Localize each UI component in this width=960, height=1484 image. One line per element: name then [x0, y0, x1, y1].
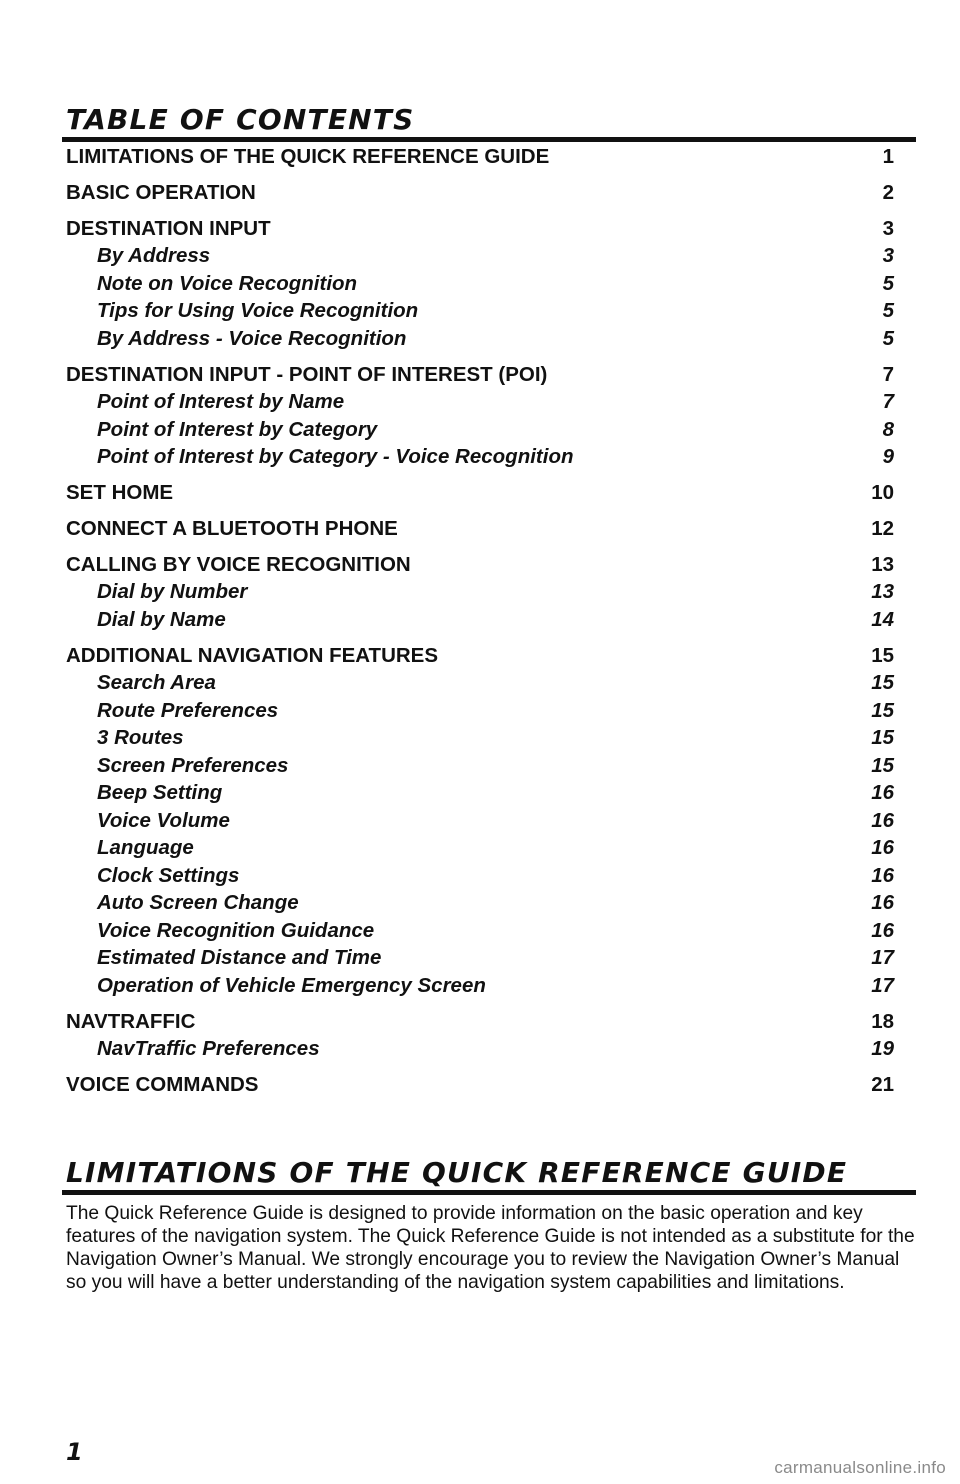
toc-entry-title: BASIC OPERATION — [66, 180, 256, 204]
toc-entry-page: 15 — [871, 698, 894, 722]
toc-subsection-entry — [66, 606, 894, 634]
limitations-body: The Quick Reference Guide is designed to provide information on the basic operation and key features of the navigation system. The Quick Reference Guide is not intended as a substitute for the Navigation Owner’s Manual. We strongly encourage you to review the Navigation Owner’s Manual so you will have a better understanding of the navigation system capabilities and limitations. — [66, 1203, 915, 1293]
limitations-heading-rule — [62, 1190, 916, 1195]
toc-entry-page: 17 — [871, 946, 894, 970]
toc-entry-page: 16 — [871, 891, 894, 915]
toc-entry-title: CALLING BY VOICE RECOGNITION — [66, 552, 411, 576]
toc-entry-title: CONNECT A BLUETOOTH PHONE — [66, 516, 398, 540]
toc-entry-page: 17 — [871, 973, 894, 997]
toc-entry-title: Dial by Name — [97, 607, 226, 631]
toc-entry-page: 15 — [871, 671, 894, 695]
toc-entry-page: 15 — [871, 726, 894, 750]
toc-entry-title: NavTraffic Preferences — [97, 1037, 320, 1061]
toc-entry-title: Auto Screen Change — [97, 891, 299, 915]
toc-entry-title: Estimated Distance and Time — [97, 946, 382, 970]
toc-entry-page: 8 — [882, 417, 894, 441]
toc-entry-page: 7 — [882, 390, 894, 414]
toc-entry-title: ADDITIONAL NAVIGATION FEATURES — [66, 643, 439, 667]
toc-entry-title: DESTINATION INPUT - POINT OF INTEREST (POI) — [66, 362, 548, 386]
toc-section-entry — [66, 551, 894, 579]
toc-list — [66, 143, 894, 1099]
toc-section-entry — [66, 361, 894, 389]
toc-subsection-entry — [66, 752, 894, 780]
toc-subsection-entry — [66, 242, 894, 270]
toc-subsection-entry — [66, 972, 894, 1000]
toc-subsection-entry — [66, 578, 894, 606]
toc-subsection-entry — [66, 697, 894, 725]
toc-subsection-entry — [66, 388, 894, 416]
toc-entry-page: 13 — [871, 552, 894, 576]
toc-entry-page: 15 — [871, 643, 894, 667]
toc-entry-page: 21 — [871, 1073, 894, 1097]
limitations-heading: LIMITATIONS OF THE QUICK REFERENCE GUIDE — [66, 1156, 848, 1189]
page-number: 1 — [66, 1438, 83, 1466]
toc-heading-rule — [62, 137, 916, 142]
toc-entry-page: 19 — [871, 1037, 894, 1061]
toc-entry-page: 14 — [871, 607, 894, 631]
toc-entry-title: VOICE COMMANDS — [66, 1073, 259, 1097]
toc-entry-title: Point of Interest by Name — [97, 390, 345, 414]
toc-entry-page: 10 — [871, 481, 894, 505]
toc-section-entry — [66, 479, 894, 507]
toc-entry-title: Point of Interest by Category — [97, 417, 378, 441]
toc-section-entry — [66, 215, 894, 243]
toc-entry-title: By Address — [97, 244, 211, 268]
toc-entry-title: Search Area — [97, 671, 216, 695]
toc-entry-page: 3 — [882, 244, 894, 268]
toc-entry-title: Tips for Using Voice Recognition — [97, 299, 419, 323]
toc-entry-title: Screen Preferences — [97, 753, 289, 777]
toc-entry-title: Route Preferences — [97, 698, 279, 722]
toc-subsection-entry — [66, 779, 894, 807]
toc-subsection-entry — [66, 834, 894, 862]
toc-entry-page: 12 — [871, 516, 894, 540]
toc-entry-page: 1 — [882, 145, 894, 168]
toc-section-entry — [66, 143, 894, 171]
toc-entry-page: 3 — [882, 216, 894, 240]
toc-entry-page: 16 — [871, 808, 894, 832]
toc-subsection-entry — [66, 416, 894, 444]
toc-entry-page: 13 — [871, 580, 894, 604]
watermark: carmanualsonline.info — [774, 1458, 946, 1477]
toc-entry-title: SET HOME — [66, 481, 174, 505]
toc-subsection-entry — [66, 862, 894, 890]
toc-entry-title: Language — [97, 836, 194, 860]
toc-subsection-entry — [66, 944, 894, 972]
toc-entry-page: 16 — [871, 863, 894, 887]
toc-subsection-entry — [66, 297, 894, 325]
toc-entry-page: 9 — [882, 445, 894, 469]
toc-entry-title: Dial by Number — [97, 580, 248, 604]
toc-entry-page: 16 — [871, 836, 894, 860]
toc-subsection-entry — [66, 917, 894, 945]
toc-entry-title: LIMITATIONS OF THE QUICK REFERENCE GUIDE — [66, 145, 550, 168]
toc-entry-page: 5 — [882, 299, 894, 323]
toc-entry-page: 2 — [882, 180, 894, 204]
toc-section-entry — [66, 642, 894, 670]
toc-entry-title: DESTINATION INPUT — [66, 216, 271, 240]
toc-entry-title: 3 Routes — [97, 726, 184, 750]
toc-section-entry — [66, 179, 894, 207]
toc-section-entry — [66, 1008, 894, 1036]
toc-entry-title: Clock Settings — [97, 863, 240, 887]
toc-entry-page: 7 — [882, 362, 894, 386]
toc-section-entry — [66, 1071, 894, 1099]
toc-subsection-entry — [66, 270, 894, 298]
toc-entry-title: By Address - Voice Recognition — [97, 326, 407, 350]
toc-subsection-entry — [66, 669, 894, 697]
toc-entry-page: 18 — [871, 1009, 894, 1033]
toc-subsection-entry — [66, 1035, 894, 1063]
toc-entry-page: 5 — [882, 271, 894, 295]
toc-entry-page: 15 — [871, 753, 894, 777]
toc-heading: TABLE OF CONTENTS — [66, 103, 415, 136]
toc-subsection-entry — [66, 889, 894, 917]
toc-entry-title: Note on Voice Recognition — [97, 271, 358, 295]
toc-subsection-entry — [66, 443, 894, 471]
toc-entry-title: Voice Volume — [97, 808, 230, 832]
toc-entry-title: Voice Recognition Guidance — [97, 918, 375, 942]
toc-entry-page: 5 — [882, 326, 894, 350]
toc-entry-page: 16 — [871, 918, 894, 942]
toc-entry-title: NAVTRAFFIC — [66, 1009, 196, 1033]
toc-entry-title: Operation of Vehicle Emergency Screen — [97, 973, 486, 997]
toc-subsection-entry — [66, 724, 894, 752]
toc-entry-title: Point of Interest by Category - Voice Recognition — [97, 445, 574, 469]
toc-entry-page: 16 — [871, 781, 894, 805]
toc-subsection-entry — [66, 325, 894, 353]
toc-section-entry — [66, 515, 894, 543]
toc-subsection-entry — [66, 807, 894, 835]
toc-entry-title: Beep Setting — [97, 781, 223, 805]
